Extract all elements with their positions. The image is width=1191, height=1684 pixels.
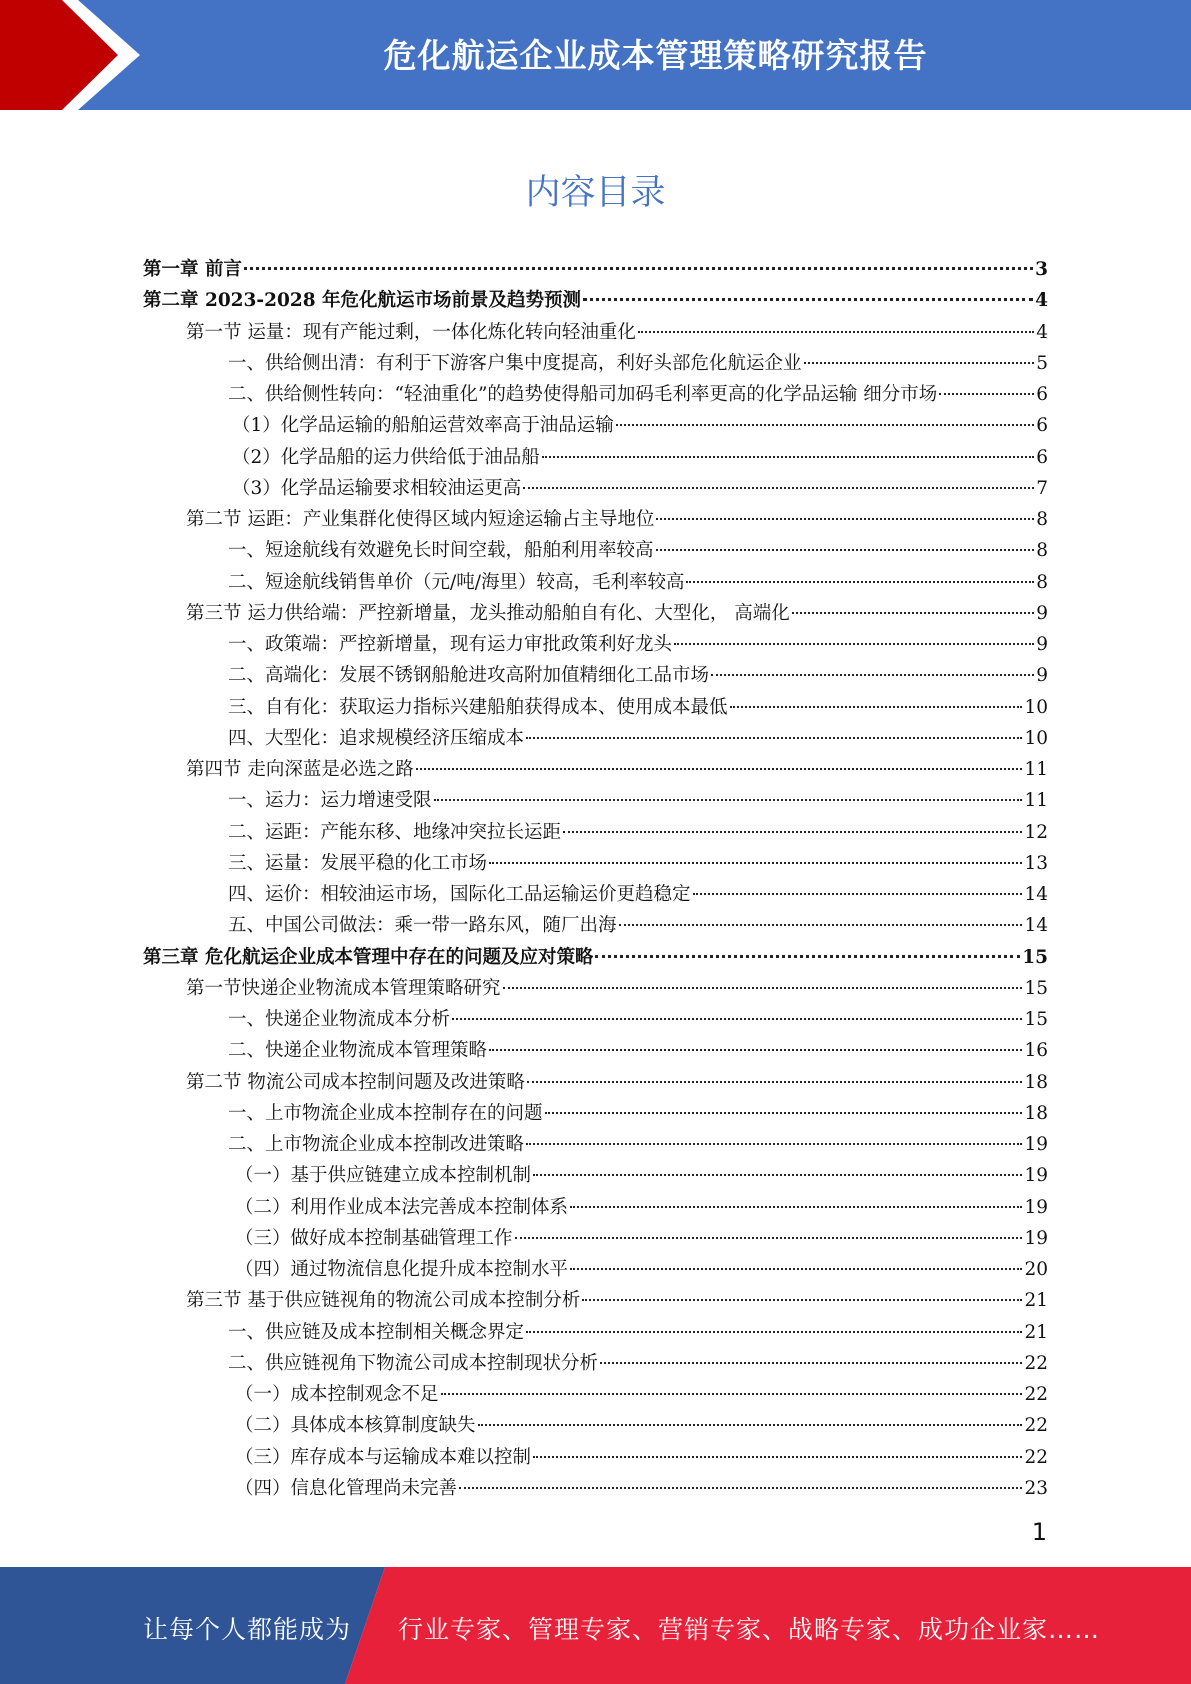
toc-dot-leader xyxy=(452,1018,1022,1020)
toc-dot-leader xyxy=(939,393,1034,395)
toc-entry-page: 6 xyxy=(1036,446,1048,468)
toc-entry-page: 9 xyxy=(1036,665,1048,687)
toc-entry[interactable] xyxy=(143,442,1048,473)
toc-entry-title: 第三章 危化航运企业成本管理中存在的问题及应对策略 xyxy=(143,946,594,968)
toc-entry-title: （一）基于供应链建立成本控制机制 xyxy=(235,1165,532,1187)
toc-entry[interactable] xyxy=(143,848,1048,879)
toc-entry-page: 9 xyxy=(1036,634,1048,655)
footer-slogan-left: 让每个人都能成为 xyxy=(143,1615,352,1644)
toc-entry-page: 11 xyxy=(1024,759,1048,780)
toc-dot-leader xyxy=(693,893,1023,895)
toc-entry-title: 一、运力：运力增速受限 xyxy=(228,790,432,812)
toc-entry-page: 12 xyxy=(1024,821,1048,843)
toc-entry-title: （二）利用作业成本法完善成本控制体系 xyxy=(235,1196,569,1218)
toc-entry[interactable] xyxy=(143,348,1048,379)
toc-entry[interactable] xyxy=(143,1067,1048,1098)
toc-dot-leader xyxy=(600,1362,1022,1364)
toc-entry[interactable] xyxy=(143,535,1048,566)
toc-entry-page: 18 xyxy=(1024,1071,1048,1093)
toc-entry[interactable] xyxy=(143,723,1048,754)
toc-entry-title: （四）通过物流信息化提升成本控制水平 xyxy=(235,1259,569,1280)
toc-entry-page: 19 xyxy=(1024,1196,1048,1218)
toc-entry-title: 二、供应链视角下物流公司成本控制现状分析 xyxy=(228,1352,599,1374)
page-footer-band xyxy=(0,1567,1191,1684)
toc-entry[interactable] xyxy=(143,1254,1048,1285)
toc-dot-leader xyxy=(619,924,1023,926)
toc-entry[interactable] xyxy=(143,973,1048,1004)
toc-entry[interactable] xyxy=(143,1035,1048,1066)
toc-entry-title: 一、供给侧出清：有利于下游客户集中度提高，利好头部危化航运企业 xyxy=(228,352,802,374)
toc-dot-leader xyxy=(656,549,1035,551)
toc-entry-page: 13 xyxy=(1024,852,1048,874)
toc-entry[interactable] xyxy=(143,473,1048,504)
toc-entry-page: 14 xyxy=(1024,915,1048,937)
toc-dot-leader xyxy=(582,1299,1022,1301)
toc-entry[interactable] xyxy=(143,817,1048,848)
toc-entry-title: 二、运距：产能东移、地缘冲突拉长运距 xyxy=(228,821,562,843)
toc-entry-title: 二、高端化：发展不锈钢船舱进攻高附加值精细化工品市场 xyxy=(228,665,710,687)
toc-entry-title: 一、上市物流企业成本控制存在的问题 xyxy=(228,1102,543,1124)
toc-entry-page: 15 xyxy=(1024,977,1048,999)
toc-dot-leader xyxy=(563,831,1022,833)
toc-entry-title: （三）做好成本控制基础管理工作 xyxy=(235,1227,513,1249)
toc-entry[interactable] xyxy=(143,942,1048,973)
toc-entry-page: 8 xyxy=(1036,571,1048,593)
toc-entry[interactable] xyxy=(143,660,1048,691)
toc-entry-page: 21 xyxy=(1024,1290,1048,1312)
toc-entry[interactable] xyxy=(143,629,1048,660)
toc-entry[interactable] xyxy=(143,1317,1048,1348)
toc-dot-leader xyxy=(441,1393,1023,1395)
toc-dot-leader xyxy=(489,862,1022,864)
table-of-contents xyxy=(143,254,1048,1504)
toc-entry-title: 一、短途航线有效避免长时间空载，船舶利用率较高 xyxy=(228,540,654,562)
toc-entry[interactable] xyxy=(143,254,1048,285)
toc-entry[interactable] xyxy=(143,754,1048,785)
toc-entry[interactable] xyxy=(143,1473,1048,1504)
toc-entry[interactable] xyxy=(143,1348,1048,1379)
toc-entry[interactable] xyxy=(143,785,1048,816)
toc-entry-page: 6 xyxy=(1036,384,1048,405)
toc-entry-title: 第二节 运距：产业集群化使得区域内短途运输占主导地位 xyxy=(186,509,655,530)
toc-dot-leader xyxy=(244,267,1033,270)
toc-entry-page: 22 xyxy=(1024,1415,1048,1437)
toc-dot-leader xyxy=(533,1174,1022,1176)
toc-entry-page: 19 xyxy=(1024,1134,1048,1155)
toc-heading: 内容目录 xyxy=(525,173,666,213)
toc-entry-page: 14 xyxy=(1024,884,1048,905)
toc-dot-leader xyxy=(434,799,1023,801)
toc-entry-page: 10 xyxy=(1024,727,1048,749)
toc-entry[interactable] xyxy=(143,1098,1048,1129)
toc-entry-page: 20 xyxy=(1024,1259,1048,1280)
toc-entry[interactable] xyxy=(143,910,1048,941)
toc-entry[interactable] xyxy=(143,1442,1048,1473)
toc-dot-leader xyxy=(526,1143,1022,1145)
toc-entry-page: 4 xyxy=(1035,290,1048,312)
toc-entry-title: （三）库存成本与运输成本难以控制 xyxy=(235,1446,532,1468)
toc-entry-page: 9 xyxy=(1036,602,1048,624)
toc-entry-page: 22 xyxy=(1024,1384,1048,1405)
toc-entry-page: 23 xyxy=(1024,1477,1048,1499)
toc-dot-leader xyxy=(515,1237,1023,1239)
toc-entry-title: 第三节 运力供给端：严控新增量，龙头推动船舶自有化、大型化， 高端化 xyxy=(186,602,790,624)
toc-entry-title: 第一节快递企业物流成本管理策略研究 xyxy=(186,977,501,999)
toc-entry-title: （一）成本控制观念不足 xyxy=(235,1384,439,1405)
toc-entry-page: 19 xyxy=(1024,1227,1048,1249)
toc-entry-title: （二）具体成本核算制度缺失 xyxy=(235,1415,476,1437)
toc-entry[interactable] xyxy=(143,1004,1048,1035)
toc-entry-page: 8 xyxy=(1036,540,1048,562)
toc-entry-title: （四）信息化管理尚未完善 xyxy=(235,1477,458,1499)
toc-dot-leader xyxy=(416,768,1023,770)
toc-entry-title: 第三节 基于供应链视角的物流公司成本控制分析 xyxy=(186,1290,581,1312)
toc-entry-page: 8 xyxy=(1036,509,1048,530)
toc-entry-page: 7 xyxy=(1036,477,1048,499)
page-header-band xyxy=(0,0,1191,110)
toc-entry-page: 22 xyxy=(1024,1352,1048,1374)
toc-dot-leader xyxy=(459,1487,1022,1489)
toc-entry-title: 第二节 物流公司成本控制问题及改进策略 xyxy=(186,1071,525,1093)
toc-entry[interactable] xyxy=(143,1223,1048,1254)
toc-dot-leader xyxy=(730,706,1023,708)
toc-dot-leader xyxy=(595,955,1020,958)
toc-entry[interactable] xyxy=(143,692,1048,723)
toc-dot-leader xyxy=(674,643,1034,645)
toc-entry[interactable] xyxy=(143,1285,1048,1316)
toc-dot-leader xyxy=(526,737,1022,739)
toc-entry-page: 22 xyxy=(1024,1446,1048,1468)
toc-entry-title: （1）化学品运输的船舶运营效率高于油品运输 xyxy=(232,415,614,437)
toc-entry[interactable] xyxy=(143,285,1048,316)
toc-dot-leader xyxy=(686,581,1034,583)
toc-dot-leader xyxy=(527,1081,1023,1083)
toc-entry-title: 三、运量：发展平稳的化工市场 xyxy=(228,852,488,874)
toc-entry-title: 二、快递企业物流成本管理策略 xyxy=(228,1040,488,1062)
toc-dot-leader xyxy=(503,987,1023,989)
toc-entry-title: 二、供给侧性转向：“轻油重化”的趋势使得船司加码毛利率更高的化学品运输 细分市场 xyxy=(228,384,938,405)
toc-entry-page: 19 xyxy=(1024,1165,1048,1187)
toc-entry-page: 3 xyxy=(1035,259,1048,280)
toc-entry[interactable] xyxy=(143,1410,1048,1441)
toc-entry-page: 18 xyxy=(1024,1102,1048,1124)
toc-dot-leader xyxy=(792,612,1034,614)
toc-entry-page: 10 xyxy=(1024,696,1048,718)
toc-dot-leader xyxy=(545,1112,1023,1114)
toc-entry[interactable] xyxy=(143,567,1048,598)
toc-dot-leader xyxy=(711,674,1034,676)
toc-entry[interactable] xyxy=(143,598,1048,629)
toc-entry-title: 一、供应链及成本控制相关概念界定 xyxy=(228,1321,525,1343)
toc-entry[interactable] xyxy=(143,379,1048,410)
toc-entry[interactable] xyxy=(143,504,1048,535)
toc-entry-title: 第一节 运量：现有产能过剩，一体化炼化转向轻油重化 xyxy=(186,321,636,343)
toc-dot-leader xyxy=(526,1331,1022,1333)
toc-entry[interactable] xyxy=(143,1379,1048,1410)
toc-entry-title: 第一章 前言 xyxy=(143,259,242,280)
toc-entry-title: 五、中国公司做法：乘一带一路东风，随厂出海 xyxy=(228,915,617,937)
page-number: 1 xyxy=(1031,1518,1047,1546)
toc-entry-title: （3）化学品运输要求相较油运更高 xyxy=(232,477,522,499)
toc-entry-title: 一、政策端：严控新增量，现有运力审批政策利好龙头 xyxy=(228,634,673,655)
toc-dot-leader xyxy=(478,1424,1023,1426)
toc-entry-title: （2）化学品船的运力供给低于油品船 xyxy=(232,446,540,468)
toc-entry[interactable] xyxy=(143,317,1048,348)
footer-slogan-right: 行业专家、管理专家、营销专家、战略专家、成功企业家…… xyxy=(398,1615,1101,1644)
toc-entry-title: 第二章 2023-2028 年危化航运市场前景及趋势预测 xyxy=(143,290,582,312)
toc-dot-leader xyxy=(489,1049,1022,1051)
toc-entry-page: 6 xyxy=(1036,415,1048,437)
toc-dot-leader xyxy=(542,456,1034,458)
toc-dot-leader xyxy=(638,331,1034,333)
toc-dot-leader xyxy=(570,1206,1022,1208)
toc-entry-title: 二、上市物流企业成本控制改进策略 xyxy=(228,1134,525,1155)
toc-entry-page: 4 xyxy=(1036,321,1048,343)
toc-entry-title: 四、大型化：追求规模经济压缩成本 xyxy=(228,727,525,749)
toc-dot-leader xyxy=(804,362,1035,364)
toc-entry-title: 第四节 走向深蓝是必选之路 xyxy=(186,759,414,780)
toc-dot-leader xyxy=(616,424,1034,426)
toc-entry-page: 16 xyxy=(1024,1040,1048,1062)
toc-dot-leader xyxy=(656,518,1034,520)
report-title: 危化航运企业成本管理策略研究报告 xyxy=(383,36,928,75)
toc-entry[interactable] xyxy=(143,879,1048,910)
toc-entry-page: 11 xyxy=(1024,790,1048,812)
toc-entry-page: 5 xyxy=(1036,352,1048,374)
toc-entry-page: 15 xyxy=(1022,946,1048,968)
toc-entry-title: 三、自有化：获取运力指标兴建船舶获得成本、使用成本最低 xyxy=(228,696,728,718)
header-arrow-decoration xyxy=(0,0,150,110)
toc-entry[interactable] xyxy=(143,410,1048,441)
toc-dot-leader xyxy=(583,298,1033,301)
toc-dot-leader xyxy=(523,487,1034,489)
toc-entry[interactable] xyxy=(143,1192,1048,1223)
toc-dot-leader xyxy=(570,1268,1022,1270)
toc-entry-page: 15 xyxy=(1024,1009,1048,1030)
toc-entry-title: 二、短途航线销售单价（元/吨/海里）较高，毛利率较高 xyxy=(228,571,685,593)
toc-dot-leader xyxy=(533,1456,1022,1458)
toc-entry[interactable] xyxy=(143,1129,1048,1160)
toc-entry-page: 21 xyxy=(1024,1321,1048,1343)
toc-entry[interactable] xyxy=(143,1160,1048,1191)
toc-entry-title: 四、运价：相较油运市场，国际化工品运输运价更趋稳定 xyxy=(228,884,691,905)
toc-entry-title: 一、快递企业物流成本分析 xyxy=(228,1009,451,1030)
